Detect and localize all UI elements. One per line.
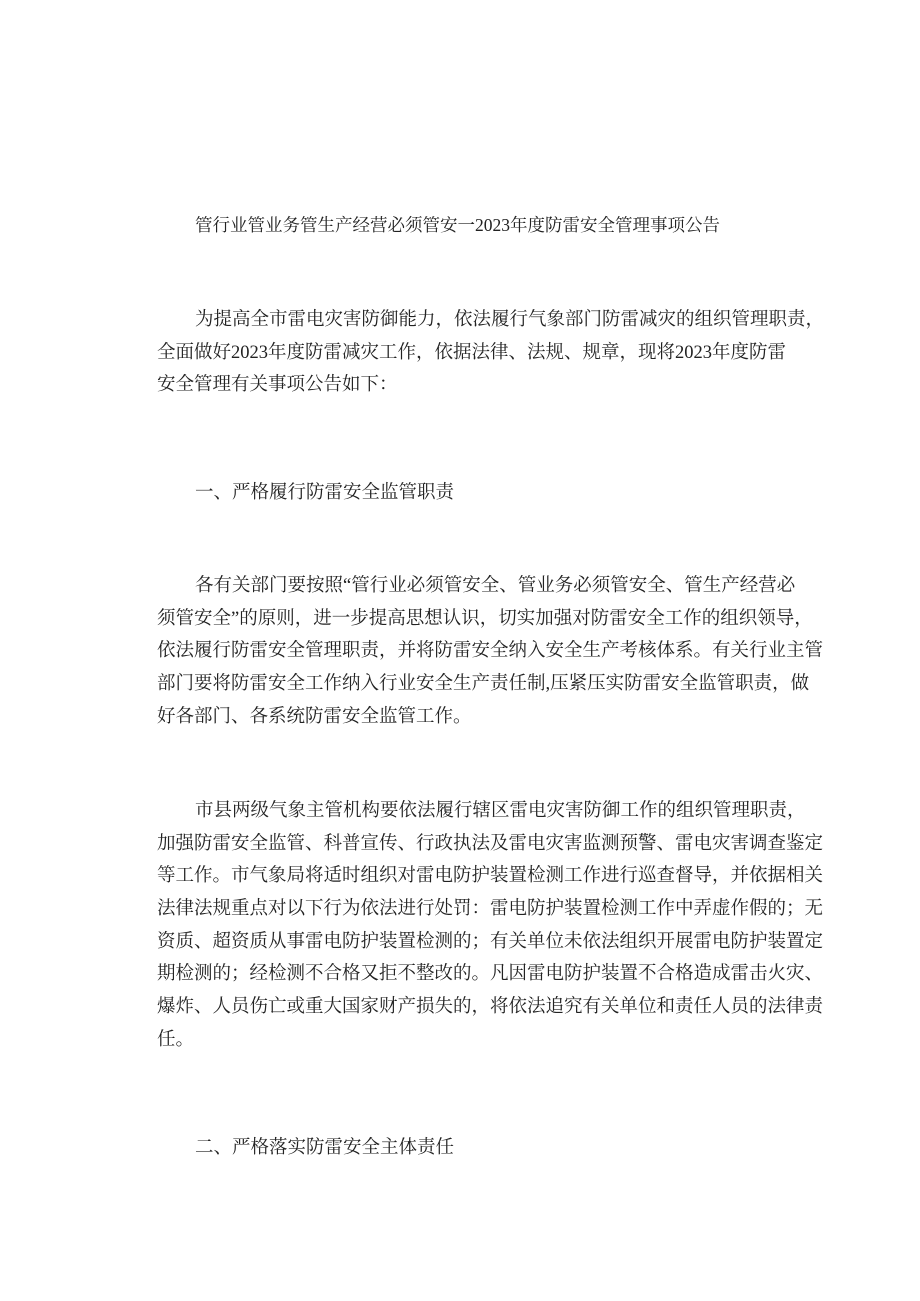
text-line: 依法履行防雷安全管理职责，并将防雷安全纳入安全生产考核体系。有关行业主管 xyxy=(157,641,824,662)
text-line: 资质、超资质从事雷电防护装置检测的；有关单位未依法组织开展雷电防护装置定 xyxy=(157,931,824,952)
text-line: 全面做好2023年度防雷减灾工作，依据法律、法规、规章，现将2023年度防雷 xyxy=(157,342,787,363)
text-line: 好各部门、各系统防雷安全监管工作。 xyxy=(157,706,472,727)
intro-paragraph xyxy=(157,304,825,402)
document-title: 管行业管业务管生产经营必须管安一2023年度防雷安全管理事项公告 xyxy=(195,215,720,235)
text-line: 各有关部门要按照“管行业必须管安全、管业务必须管安全、管生产经营必 xyxy=(195,576,796,596)
text-line: 爆炸、人员伤亡或重大国家财产损失的，将依法追究有关单位和责任人员的法律责 xyxy=(157,997,824,1018)
text-line: 加强防雷安全监管、科普宣传、行政执法及雷电灾害监测预警、雷电灾害调查鉴定 xyxy=(157,833,824,854)
text-line: 须管安全”的原则，进一步提高思想认识，切实加强对防雷安全工作的组织领导， xyxy=(157,608,813,629)
text-line: 等工作。市气象局将适时组织对雷电防护装置检测工作进行巡查督导，并依据相关 xyxy=(157,866,824,887)
text-line: 任。 xyxy=(157,1029,195,1050)
text-line: 安全管理有关事项公告如下： xyxy=(157,375,398,396)
text-line: 为提高全市雷电灾害防御能力，依法履行气象部门防雷减灾的组织管理职责， xyxy=(195,310,825,330)
text-line: 期检测的；经检测不合格又拒不整改的。凡因雷电防护装置不合格造成雷击火灾、 xyxy=(157,964,824,985)
text-line: 法律法规重点对以下行为依法进行处罚：雷电防护装置检测工作中弄虚作假的；无 xyxy=(157,899,824,920)
text-line: 部门要将防雷安全工作纳入行业安全生产责任制,压紧压实防雷安全监管职责，做 xyxy=(157,674,810,695)
section-heading-2: 二、严格落实防雷安全主体责任 xyxy=(195,1138,455,1158)
section-heading-1: 一、严格履行防雷安全监管职责 xyxy=(195,483,455,503)
text-line: 市县两级气象主管机构要依法履行辖区雷电灾害防御工作的组织管理职责， xyxy=(195,801,806,821)
section1-paragraph-1 xyxy=(157,570,824,733)
section1-paragraph-2 xyxy=(157,795,824,1057)
